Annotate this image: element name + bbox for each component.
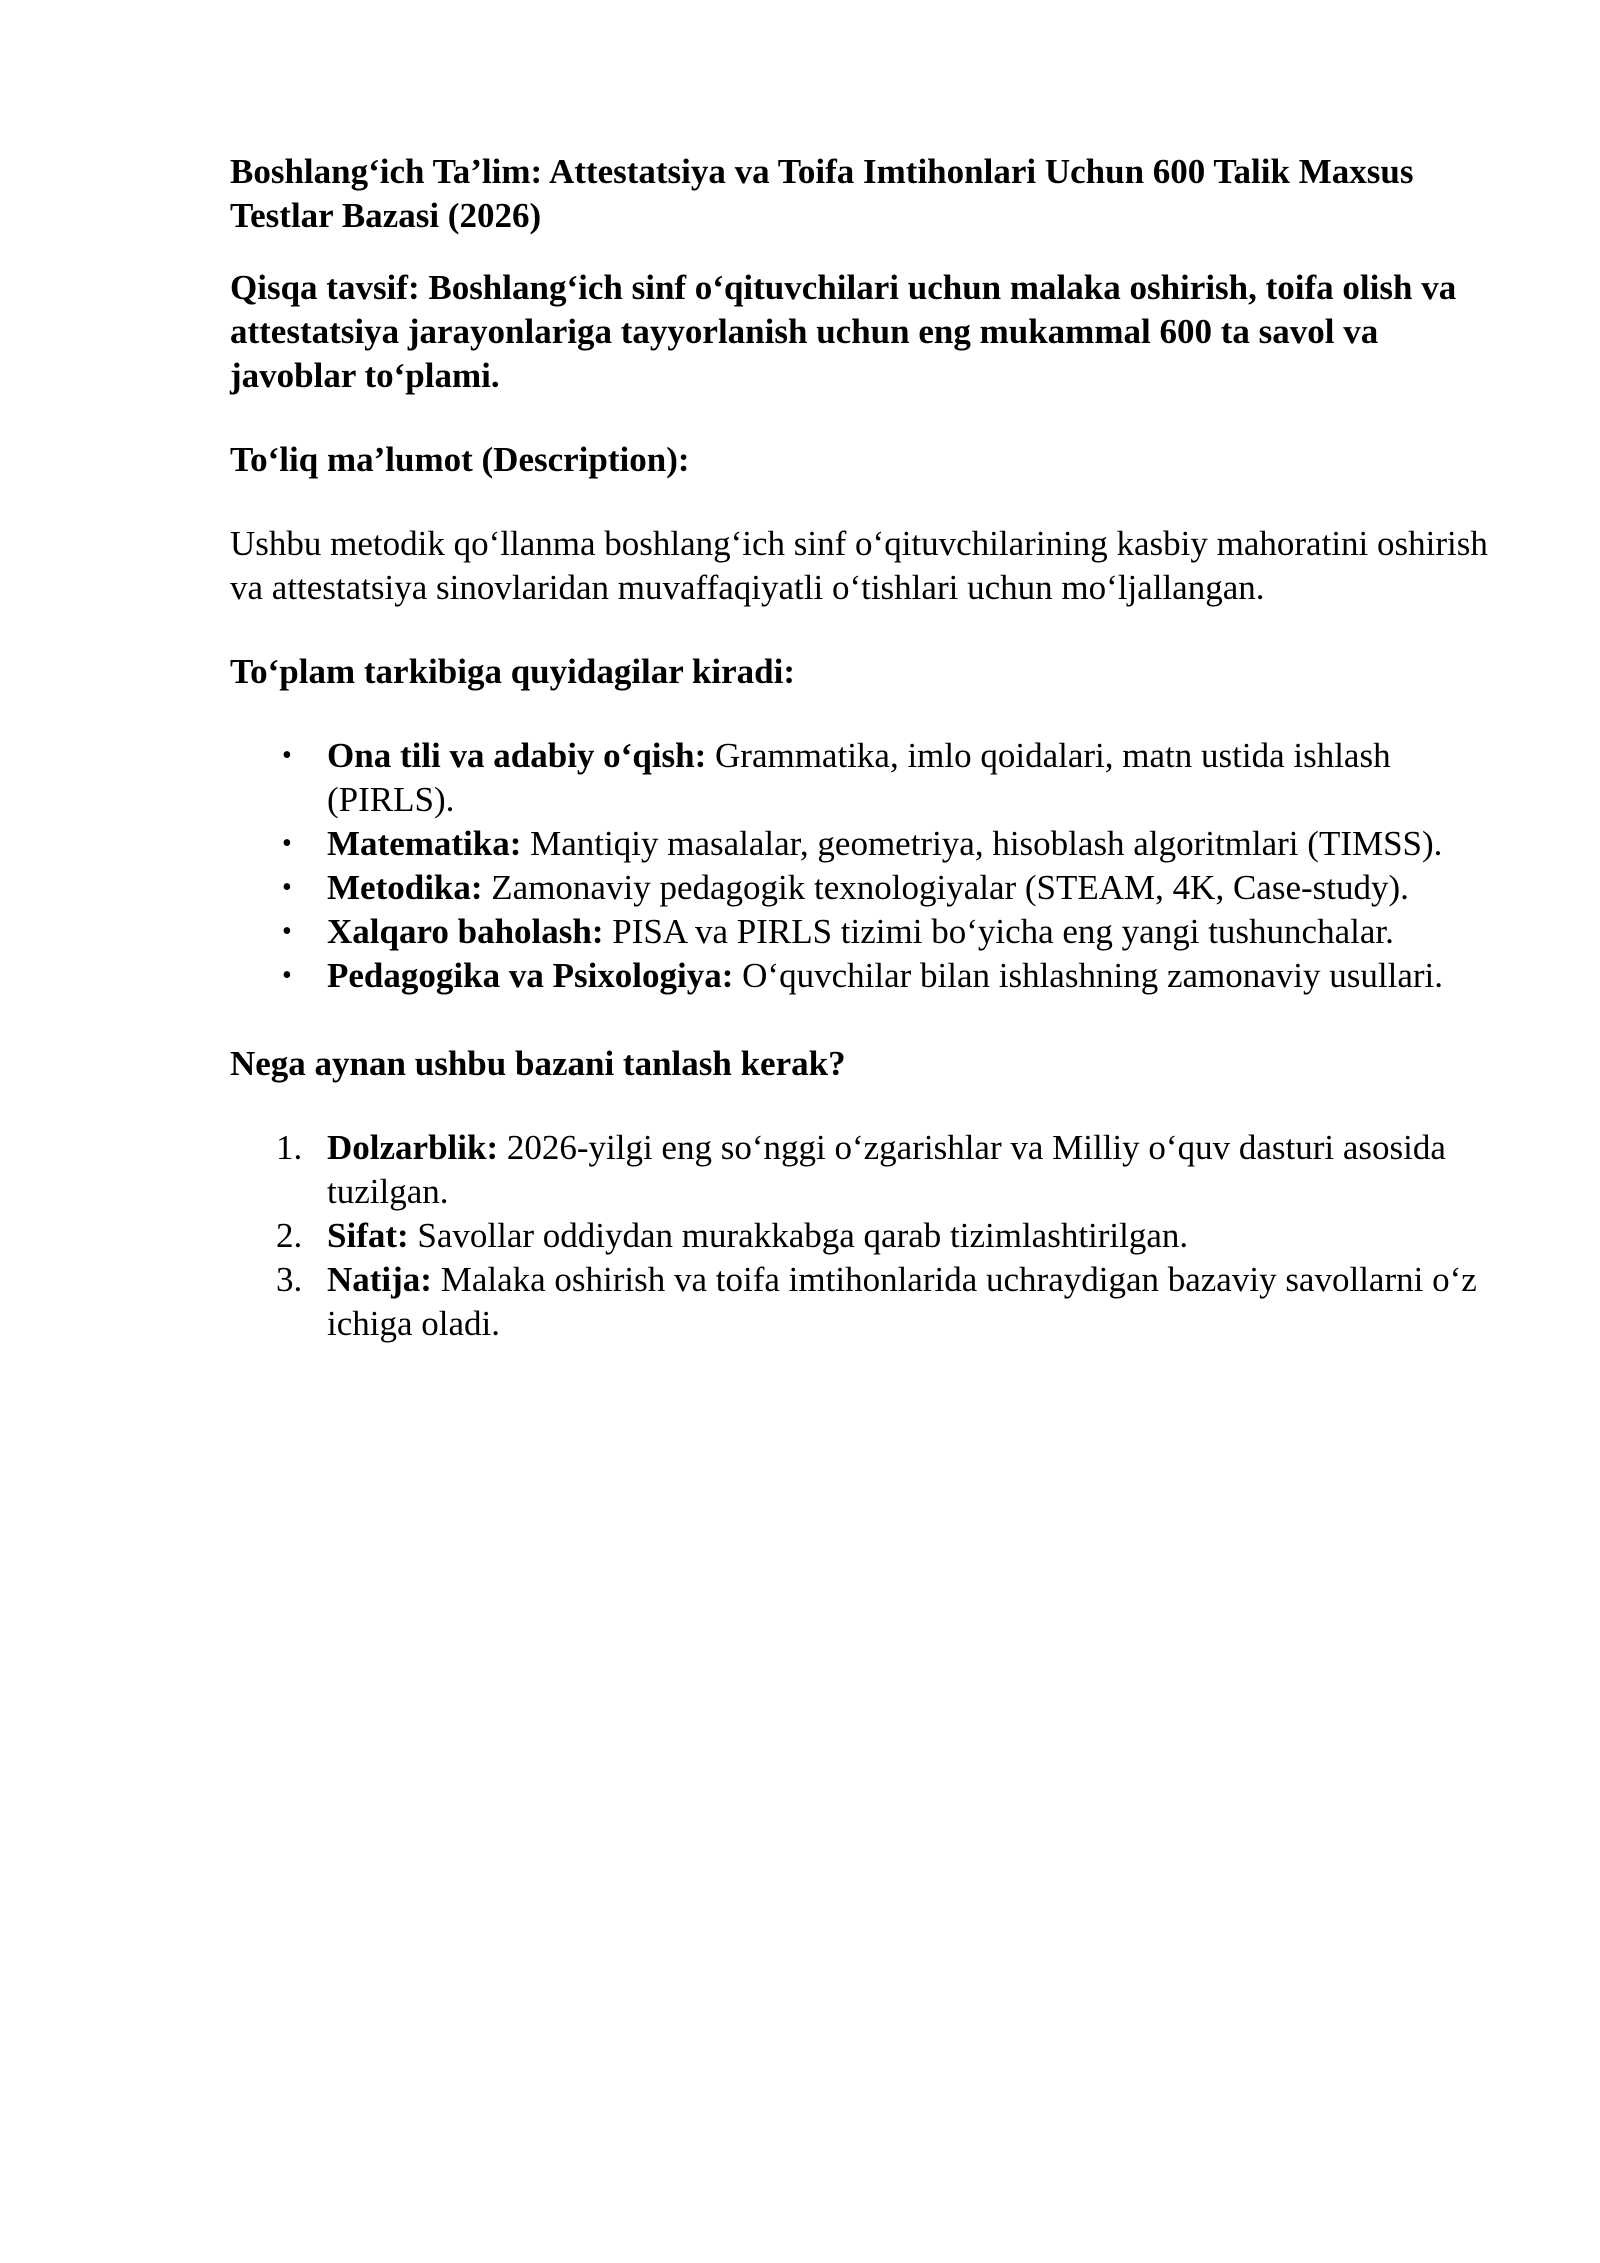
bullet-icon: • <box>282 960 292 991</box>
document-title: Boshlang‘ich Ta’lim: Attestatsiya va Toifa Imtihonlari Uchun 600 Talik Maxsus Testlar Bazasi (2026) <box>230 152 1414 235</box>
list-item <box>230 866 1500 910</box>
list-item <box>230 1214 1500 1258</box>
item-text: PISA va PIRLS tizimi bo‘yicha eng yangi tushunchalar. <box>612 912 1394 951</box>
item-number: 2. <box>276 1216 303 1255</box>
list-item <box>230 954 1500 998</box>
item-text: 2026-yilgi eng so‘nggi o‘zgarishlar va Milliy o‘quv dasturi asosida tuzilgan. <box>327 1128 1446 1211</box>
contents-list <box>230 734 1500 998</box>
bullet-icon: • <box>282 916 292 947</box>
item-number: 3. <box>276 1260 303 1299</box>
document-page <box>230 150 1500 1390</box>
item-label: Ona tili va adabiy o‘qish: <box>327 736 707 775</box>
item-text: Malaka oshirish va toifa imtihonlarida uchraydigan bazaviy savollarni o‘z ichiga oladi. <box>327 1260 1477 1343</box>
item-label: Matematika: <box>327 824 522 863</box>
list-item <box>230 1126 1500 1214</box>
list-item <box>230 910 1500 954</box>
item-label: Sifat: <box>327 1216 409 1255</box>
item-text: Savollar oddiydan murakkabga qarab tizimlashtirilgan. <box>417 1216 1189 1255</box>
item-text: Mantiqiy masalalar, geometriya, hisoblash algoritmlari (TIMSS). <box>530 824 1443 863</box>
why-list <box>230 1126 1500 1346</box>
short-description: Qisqa tavsif: Boshlang‘ich sinf o‘qituvchilari uchun malaka oshirish, toifa olish va attestatsiya jarayonlariga tayyorlanish uchun eng mukammal 600 ta savol va javoblar to‘plami. <box>230 268 1457 395</box>
item-text: O‘quvchilar bilan ishlashning zamonaviy usullari. <box>742 956 1443 995</box>
description-paragraph: Ushbu metodik qo‘llanma boshlang‘ich sinf o‘qituvchilarining kasbiy mahoratini oshirish va attestatsiya sinovlaridan muvaffaqiyatli o‘tishlari uchun mo‘ljallangan. <box>230 524 1488 607</box>
bullet-icon: • <box>282 828 292 859</box>
bullet-icon: • <box>282 740 292 771</box>
list-item <box>230 822 1500 866</box>
item-label: Natija: <box>327 1260 432 1299</box>
list-item <box>230 734 1500 822</box>
item-text: Grammatika, imlo qoidalari, matn ustida ishlash (PIRLS). <box>327 736 1391 819</box>
item-text: Zamonaviy pedagogik texnologiyalar (STEAM, 4K, Case-study). <box>491 868 1409 907</box>
description-heading: To‘liq ma’lumot (Description): <box>230 440 690 479</box>
item-number: 1. <box>276 1128 303 1167</box>
list-item <box>230 1258 1500 1346</box>
item-label: Xalqaro baholash: <box>327 912 604 951</box>
bullet-icon: • <box>282 872 292 903</box>
item-label: Dolzarblik: <box>327 1128 499 1167</box>
contents-heading: To‘plam tarkibiga quyidagilar kiradi: <box>230 652 795 691</box>
why-heading: Nega aynan ushbu bazani tanlash kerak? <box>230 1044 846 1083</box>
item-label: Pedagogika va Psixologiya: <box>327 956 734 995</box>
item-label: Metodika: <box>327 868 483 907</box>
